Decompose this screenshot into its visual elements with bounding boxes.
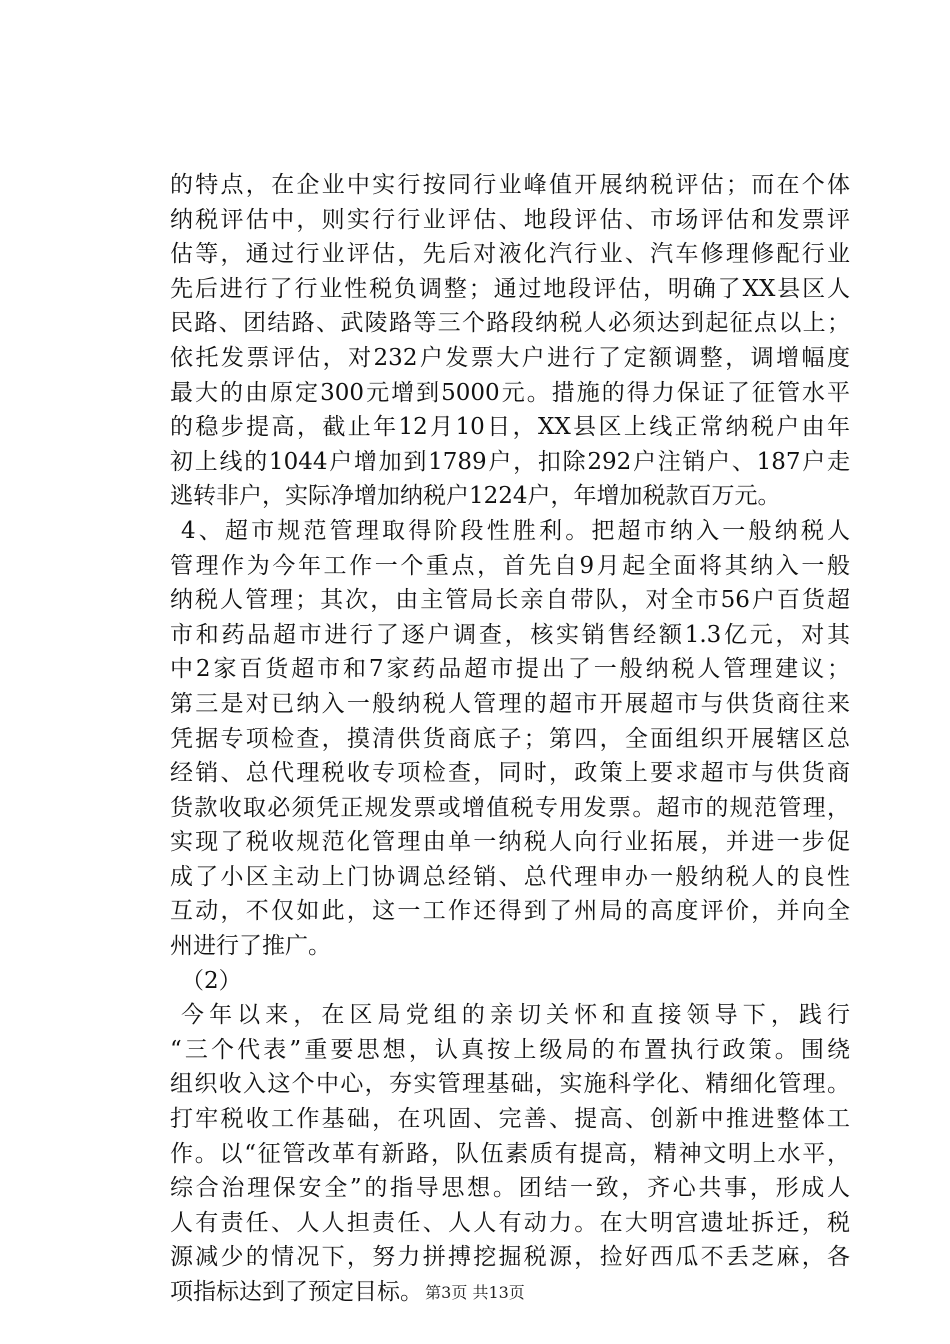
text-line: 估等，通过行业评估，先后对液化汽行业、汽车修理修配行业 [170, 241, 850, 268]
text-line: 的稳步提高，截止年12月10日，XX县区上线正常纳税户由年 [170, 414, 850, 441]
section-number: （2） [181, 967, 242, 994]
text-line: 先后进行了行业性税负调整；通过地段评估，明确了XX县区人 [170, 275, 850, 302]
text-line: 实现了税收规范化管理由单一纳税人向行业拓展，并进一步促 [170, 829, 850, 856]
text-line: 的特点，在企业中实行按同行业峰值开展纳税评估；而在个体 [170, 172, 850, 198]
text-line: 州进行了推广。 [170, 933, 331, 960]
text-line: 项指标达到了预定目标。 [170, 1279, 423, 1305]
text-line: 纳税人管理；其次，由主管局长亲自带队，对全市56户百货超 [170, 587, 850, 614]
text-line: 依托发票评估，对232户发票大户进行了定额调整，调增幅度 [170, 344, 850, 371]
text-line: 纳税评估中，则实行行业评估、地段评估、市场评估和发票评 [170, 206, 850, 233]
document-body [170, 168, 850, 1310]
page-number-label: 第3页 共13页 [425, 1283, 525, 1302]
text-line: 最大的由原定300元增到5000元。措施的得力保证了征管水平 [170, 379, 850, 406]
paragraph-start-line: 4、超市规范管理取得阶段性胜利。把超市纳入一般纳税人 [181, 517, 850, 544]
page-footer [0, 1280, 950, 1303]
text-line: 源减少的情况下，努力拼搏挖掘税源，捡好西瓜不丢芝麻，各 [170, 1244, 850, 1271]
text-line: 作。以“征管改革有新路，队伍素质有提高，精神文明上水平， [170, 1140, 850, 1167]
text-line: 民路、团结路、武陵路等三个路段纳税人必须达到起征点以上； [170, 310, 850, 337]
text-line: 互动，不仅如此，这一工作还得到了州局的高度评价，并向全 [170, 898, 850, 925]
text-line: 人有责任、人人担责任、人人有动力。在大明宫遗址拆迁，税 [170, 1209, 850, 1236]
text-line: 中2家百货超市和7家药品超市提出了一般纳税人管理建议； [170, 656, 850, 683]
text-line: 组织收入这个中心，夯实管理基础，实施科学化、精细化管理。 [170, 1071, 850, 1098]
text-line: 成了小区主动上门协调总经销、总代理申办一般纳税人的良性 [170, 863, 850, 890]
text-line: “三个代表”重要思想，认真按上级局的布置执行政策。围绕 [170, 1036, 850, 1063]
text-line: 第三是对已纳入一般纳税人管理的超市开展超市与供货商往来 [170, 690, 850, 717]
text-line: 管理作为今年工作一个重点，首先自9月起全面将其纳入一般 [170, 552, 850, 579]
text-line: 逃转非户，实际净增加纳税户1224户，年增加税款百万元。 [170, 483, 781, 510]
paragraph-start-line: 今年以来，在区局党组的亲切关怀和直接领导下，践行 [181, 1002, 850, 1029]
text-line: 市和药品超市进行了逐户调查，核实销售经额1.3亿元，对其 [170, 621, 850, 648]
text-line: 经销、总代理税收专项检查，同时，政策上要求超市与供货商 [170, 760, 850, 787]
text-line: 凭据专项检查，摸清供货商底子；第四，全面组织开展辖区总 [170, 725, 850, 752]
text-line: 综合治理保安全”的指导思想。团结一致，齐心共事，形成人 [170, 1175, 850, 1202]
text-line: 打牢税收工作基础，在巩固、完善、提高、创新中推进整体工 [170, 1106, 850, 1133]
text-line: 货款收取必须凭正规发票或增值税专用发票。超市的规范管理， [170, 794, 850, 821]
text-line: 初上线的1044户增加到1789户，扣除292户注销户、187户走 [170, 448, 850, 475]
